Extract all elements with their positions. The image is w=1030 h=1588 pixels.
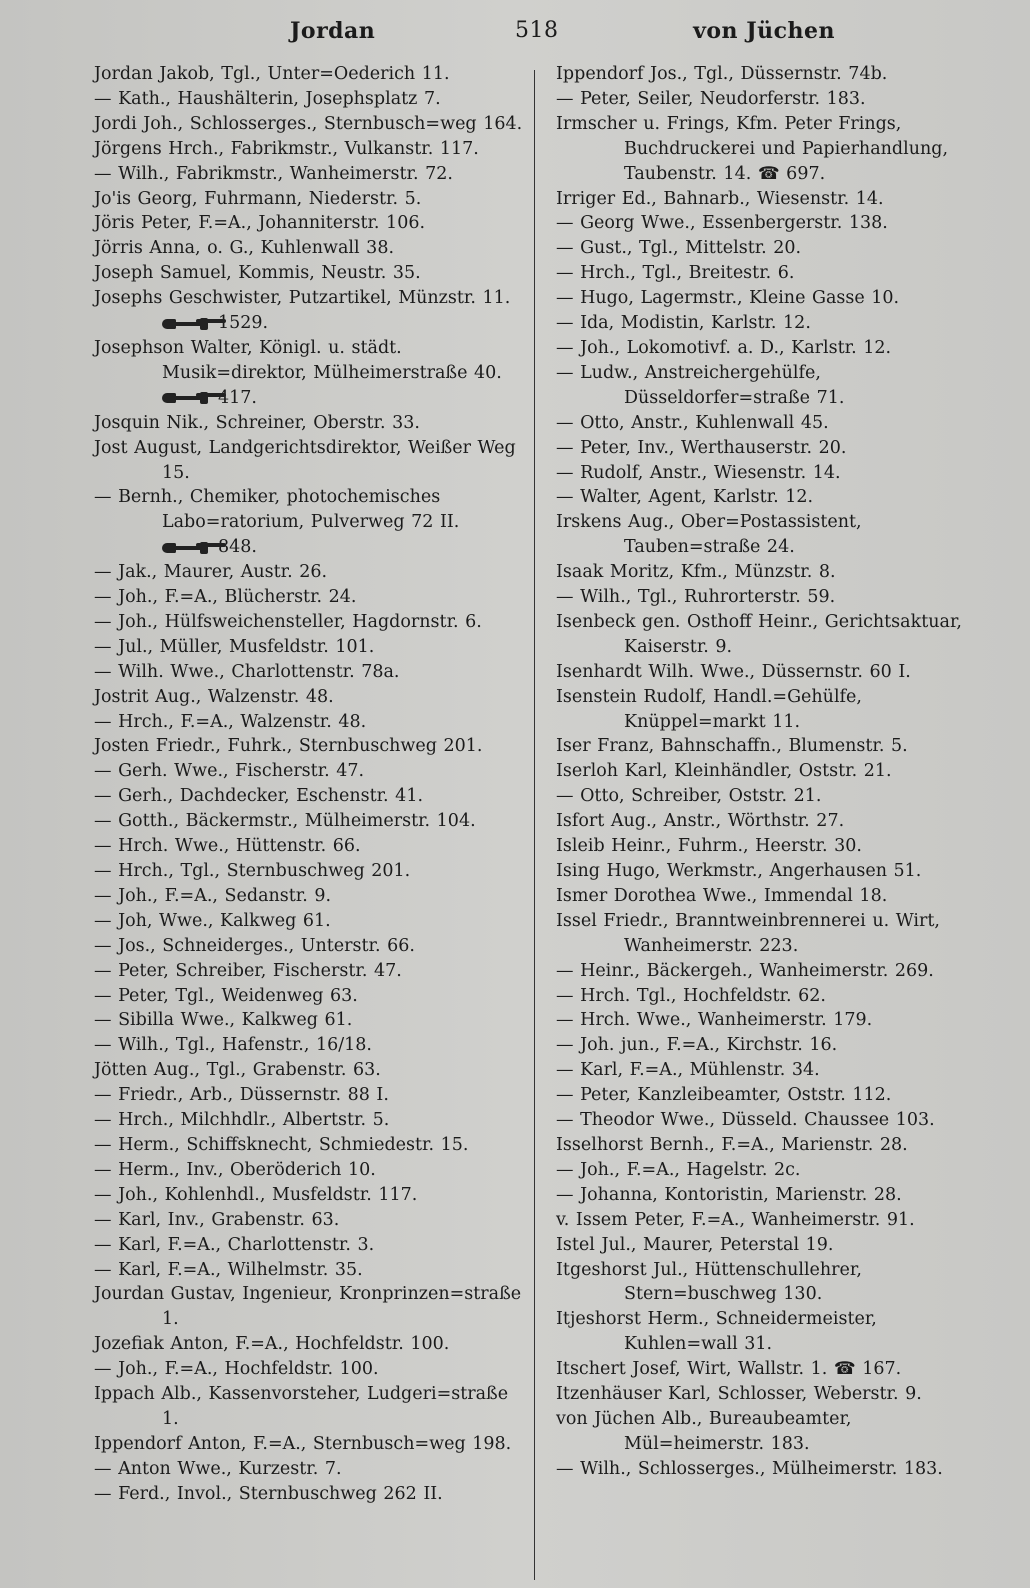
directory-entry: Ising Hugo, Werkmstr., Angerhausen 51. (556, 861, 922, 881)
directory-entry: Iserloh Karl, Kleinhändler, Oststr. 21. (556, 761, 892, 782)
directory-entry: — Joh., F.=A., Sedanstr. 9. (94, 885, 332, 906)
directory-entry: Jörris Anna, o. G., Kuhlenwall 38. (94, 238, 395, 259)
directory-entry: — Peter, Seiler, Neudorferstr. 183. (556, 88, 866, 109)
phone-line (94, 386, 529, 411)
directory-entry: — Peter, Schreiber, Fischerstr. 47. (94, 960, 402, 981)
directory-entry: — Ida, Modistin, Karlstr. 12. (556, 313, 811, 334)
directory-entry: Itzenhäuser Karl, Schlosser, Weberstr. 9. (556, 1384, 922, 1405)
directory-entry: — Hrch., Tgl., Sternbuschweg 201. (94, 861, 411, 881)
telephone-icon (162, 392, 208, 404)
directory-entry: — Gotth., Bäckermstr., Mülheimerstr. 104. (94, 811, 476, 832)
directory-entry: — Joh, Wwe., Kalkweg 61. (94, 910, 331, 931)
directory-entry: — Ludw., Anstreichergehülfe, Düsseldorfer=straße 71. (556, 362, 845, 408)
phone-number: 848. (218, 537, 257, 558)
directory-entry: Isleib Heinr., Fuhrm., Heerstr. 30. (556, 836, 862, 857)
directory-entry: Ismer Dorothea Wwe., Immendal 18. (556, 885, 888, 906)
directory-entry: Itgeshorst Jul., Hüttenschullehrer, Stern=buschweg 130. (556, 1259, 862, 1305)
directory-entry: — Peter, Tgl., Weidenweg 63. (94, 985, 358, 1006)
directory-entry: Isselhorst Bernh., F.=A., Marienstr. 28. (556, 1134, 908, 1155)
directory-entry: Itschert Josef, Wirt, Wallstr. 1. ☎ 167. (556, 1359, 902, 1380)
directory-entry: Jourdan Gustav, Ingenieur, Kronprinzen=straße 1. (94, 1284, 522, 1330)
directory-entry: — Joh., Lokomotivf. a. D., Karlstr. 12. (556, 337, 892, 358)
directory-entry: Itjeshorst Herm., Schneidermeister, Kuhlen=wall 31. (556, 1309, 877, 1355)
directory-entry: — Walter, Agent, Karlstr. 12. (556, 487, 814, 508)
directory-entry: — Rudolf, Anstr., Wiesenstr. 14. (556, 462, 841, 483)
directory-entry: — Friedr., Arb., Düssernstr. 88 I. (94, 1085, 389, 1106)
directory-entry: von Jüchen Alb., Bureaubeamter, Mül=heimerstr. 183. (556, 1408, 852, 1454)
directory-entry: — Sibilla Wwe., Kalkweg 61. (94, 1010, 353, 1031)
directory-entry: Jordi Joh., Schlosserges., Sternbusch=weg 164. (94, 113, 523, 134)
directory-entry: — Herm., Schiffsknecht, Schmiedestr. 15. (94, 1134, 469, 1155)
directory-entry: — Heinr., Bäckergeh., Wanheimerstr. 269. (556, 960, 934, 981)
directory-entry: — Karl, F.=A., Charlottenstr. 3. (94, 1234, 375, 1255)
page-header (90, 18, 835, 54)
directory-entry: — Joh., F.=A., Hagelstr. 2c. (556, 1159, 801, 1180)
directory-entry: — Karl, Inv., Grabenstr. 63. (94, 1209, 340, 1230)
directory-entry: — Wilh., Schlosserges., Mülheimerstr. 183. (556, 1458, 943, 1479)
directory-entry: Jörgens Hrch., Fabrikmstr., Vulkanstr. 117. (94, 138, 479, 159)
directory-entry: — Theodor Wwe., Düsseld. Chaussee 103. (556, 1110, 935, 1131)
directory-entry: — Jak., Maurer, Austr. 26. (94, 562, 328, 583)
column-divider (534, 70, 535, 1580)
directory-entry: Jötten Aug., Tgl., Grabenstr. 63. (94, 1060, 381, 1081)
directory-entry: Josephson Walter, Königl. u. städt. Musik=direktor, Mülheimerstraße 40. (94, 337, 502, 383)
directory-entry: — Wilh., Tgl., Ruhrorterstr. 59. (556, 587, 836, 608)
directory-entry: Isenhardt Wilh. Wwe., Düssernstr. 60 I. (556, 661, 911, 682)
directory-entry: Irriger Ed., Bahnarb., Wiesenstr. 14. (556, 188, 884, 209)
directory-entry: Jöris Peter, F.=A., Johanniterstr. 106. (94, 213, 426, 234)
directory-entry: Ippendorf Anton, F.=A., Sternbusch=weg 198. (94, 1433, 512, 1454)
directory-entry: — Karl, F.=A., Wilhelmstr. 35. (94, 1259, 363, 1280)
directory-entry: — Otto, Anstr., Kuhlenwall 45. (556, 412, 829, 433)
directory-entry: — Jos., Schneiderges., Unterstr. 66. (94, 935, 415, 956)
left-column (94, 62, 529, 1507)
directory-entry: — Wilh., Tgl., Hafenstr., 16/18. (94, 1035, 372, 1056)
right-column (556, 62, 986, 1482)
directory-entry: — Hrch., Milchhdlr., Albertstr. 5. (94, 1110, 390, 1131)
directory-entry: — Hrch. Wwe., Hüttenstr. 66. (94, 836, 361, 857)
directory-entry: Jordan Jakob, Tgl., Unter=Oederich 11. (94, 64, 450, 84)
directory-entry: Jost August, Landgerichtsdirektor, Weißer Weg 15. (94, 437, 516, 483)
directory-entry: Istel Jul., Maurer, Peterstal 19. (556, 1234, 834, 1255)
directory-entry: Irmscher u. Frings, Kfm. Peter Frings, Buchdruckerei und Papierhandlung, Taubenstr. 14. ☎ 697. (556, 113, 949, 184)
directory-entry: Joseph Samuel, Kommis, Neustr. 35. (94, 263, 421, 284)
header-left-keyword: Jordan (290, 18, 376, 44)
directory-entry: Isaak Moritz, Kfm., Münzstr. 8. (556, 562, 836, 583)
directory-entry: Irskens Aug., Ober=Postassistent, Tauben=straße 24. (556, 512, 862, 558)
directory-entry: Jostrit Aug., Walzenstr. 48. (94, 686, 334, 707)
directory-entry: v. Issem Peter, F.=A., Wanheimerstr. 91. (556, 1209, 915, 1230)
directory-entry: — Wilh., Fabrikmstr., Wanheimerstr. 72. (94, 163, 453, 184)
directory-entry: — Hrch. Wwe., Wanheimerstr. 179. (556, 1010, 873, 1031)
telephone-icon (162, 542, 208, 554)
directory-entry: — Hrch., Tgl., Breitestr. 6. (556, 263, 795, 284)
directory-entry: — Gerh. Wwe., Fischerstr. 47. (94, 761, 365, 782)
directory-entry: — Wilh. Wwe., Charlottenstr. 78a. (94, 661, 400, 682)
phone-line (94, 535, 529, 560)
directory-entry: — Peter, Kanzleibeamter, Oststr. 112. (556, 1085, 892, 1106)
directory-entry: — Georg Wwe., Essenbergerstr. 138. (556, 213, 888, 234)
directory-entry: Ippach Alb., Kassenvorsteher, Ludgeri=straße 1. (94, 1384, 509, 1429)
directory-entry: Iser Franz, Bahnschaffn., Blumenstr. 5. (556, 736, 908, 757)
directory-entry: — Herm., Inv., Oberöderich 10. (94, 1159, 376, 1180)
directory-entry: Isfort Aug., Anstr., Wörthstr. 27. (556, 811, 845, 832)
directory-entry: Jozefiak Anton, F.=A., Hochfeldstr. 100. (94, 1334, 450, 1355)
directory-entry: Ippendorf Jos., Tgl., Düssernstr. 74b. (556, 64, 888, 84)
directory-entry: Josten Friedr., Fuhrk., Sternbuschweg 201. (94, 736, 483, 757)
directory-entry: — Joh., Hülfsweichensteller, Hagdornstr. 6. (94, 611, 482, 632)
phone-number: 1529. (218, 313, 269, 334)
directory-entry: — Joh., F.=A., Hochfeldstr. 100. (94, 1359, 379, 1380)
directory-entry: — Johanna, Kontoristin, Marienstr. 28. (556, 1184, 902, 1205)
directory-entry: — Otto, Schreiber, Oststr. 21. (556, 786, 822, 807)
directory-entry: Isenstein Rudolf, Handl.=Gehülfe, Knüppel=markt 11. (556, 686, 862, 732)
directory-entry: Josephs Geschwister, Putzartikel, Münzstr. 11. (94, 288, 511, 309)
header-right-keyword: von Jüchen (693, 18, 835, 44)
directory-entry: — Gust., Tgl., Mittelstr. 20. (556, 238, 802, 259)
directory-entry: — Karl, F.=A., Mühlenstr. 34. (556, 1060, 820, 1081)
directory-entry: — Gerh., Dachdecker, Eschenstr. 41. (94, 786, 424, 807)
directory-entry: Jo'is Georg, Fuhrmann, Niederstr. 5. (94, 188, 422, 209)
directory-entry: Isenbeck gen. Osthoff Heinr., Gerichtsaktuar, Kaiserstr. 9. (556, 611, 962, 657)
directory-entry: — Anton Wwe., Kurzestr. 7. (94, 1458, 342, 1479)
directory-entry: — Bernh., Chemiker, photochemisches Labo=ratorium, Pulverweg 72 II. (94, 487, 460, 533)
directory-entry: — Kath., Haushälterin, Josephsplatz 7. (94, 88, 441, 109)
directory-entry: Issel Friedr., Branntweinbrennerei u. Wirt, Wanheimerstr. 223. (556, 910, 940, 956)
directory-entry: — Joh., Kohlenhdl., Musfeldstr. 117. (94, 1184, 418, 1205)
directory-entry: — Joh. jun., F.=A., Kirchstr. 16. (556, 1035, 838, 1056)
phone-number: 417. (218, 387, 257, 408)
page-number: 518 (515, 18, 559, 43)
directory-entry: — Ferd., Invol., Sternbuschweg 262 II. (94, 1483, 443, 1504)
directory-entry: Josquin Nik., Schreiner, Oberstr. 33. (94, 412, 420, 433)
directory-entry: — Hugo, Lagermstr., Kleine Gasse 10. (556, 288, 900, 309)
directory-entry: — Hrch. Tgl., Hochfeldstr. 62. (556, 985, 826, 1006)
directory-entry: — Hrch., F.=A., Walzenstr. 48. (94, 711, 367, 732)
telephone-icon (162, 318, 208, 330)
phone-line (94, 311, 529, 336)
directory-entry: — Joh., F.=A., Blücherstr. 24. (94, 587, 357, 608)
directory-entry: — Peter, Inv., Werthauserstr. 20. (556, 437, 847, 458)
directory-entry: — Jul., Müller, Musfeldstr. 101. (94, 636, 375, 657)
